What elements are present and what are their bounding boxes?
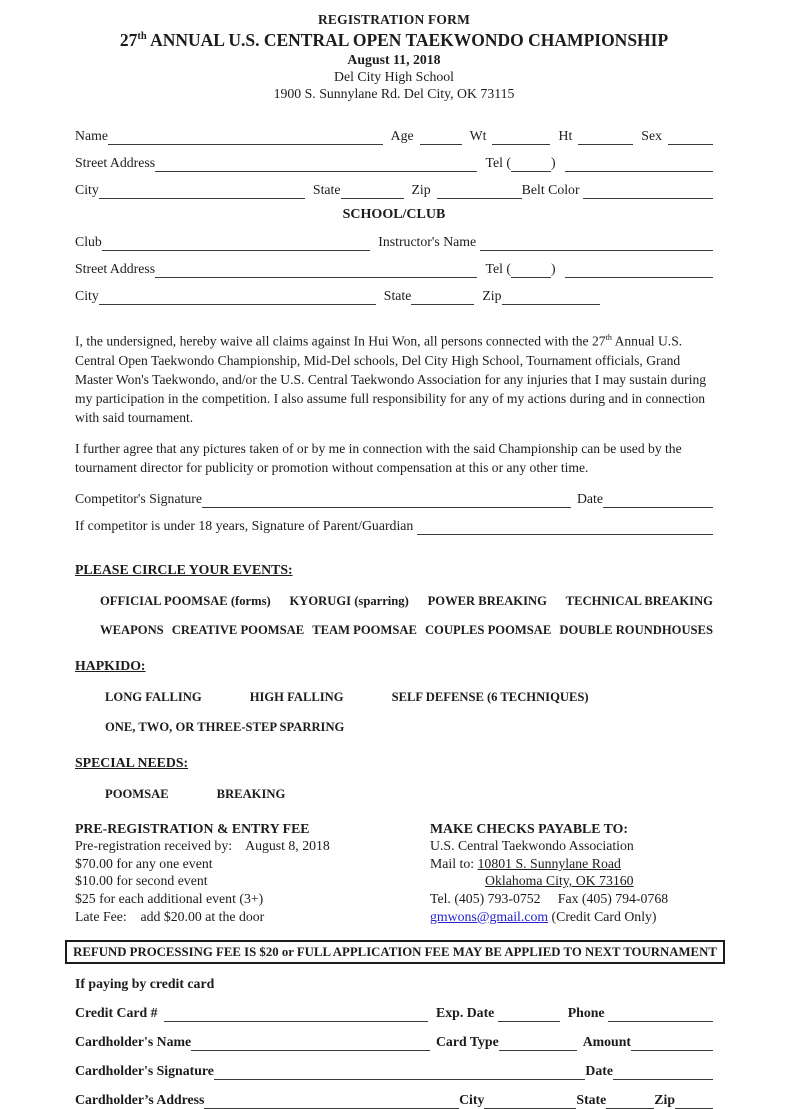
- mail-to-line: [430, 855, 713, 873]
- special-needs-row: [105, 787, 713, 802]
- instructor-label: Instructor's Name: [378, 234, 480, 249]
- special-needs-heading: SPECIAL NEEDS:: [75, 754, 189, 770]
- belt-color-field[interactable]: [583, 185, 713, 199]
- cardholder-signature-row: [75, 1063, 713, 1079]
- club-label: Club: [75, 234, 102, 249]
- hapkido-row-2: [105, 720, 713, 735]
- weight-field[interactable]: [492, 131, 550, 145]
- cc-city-field[interactable]: [484, 1095, 576, 1109]
- school-street-address-field[interactable]: [155, 264, 477, 278]
- form-label: REGISTRATION FORM: [317, 12, 471, 27]
- venue-address: 1900 S. Sunnylane Rd. Del City, OK 73115: [273, 86, 515, 101]
- school-tel-label: Tel (: [485, 261, 511, 276]
- hapkido-high-falling: HIGH FALLING: [249, 689, 344, 704]
- checks-column: [430, 820, 713, 926]
- school-address-row: [75, 261, 713, 277]
- fees-late-fee: Late Fee: add $20.00 at the door: [75, 908, 265, 924]
- cardholder-signature-field[interactable]: [214, 1066, 586, 1080]
- waiver-paragraph-1: [75, 328, 713, 427]
- event-official-poomsae: OFFICIAL POOMSAE (forms): [100, 593, 271, 608]
- event-power-breaking: POWER BREAKING: [427, 593, 547, 608]
- checks-organization: U.S. Central Taekwondo Association: [430, 838, 634, 854]
- state-field[interactable]: [341, 185, 404, 199]
- exp-date-label: Exp. Date: [436, 1005, 498, 1021]
- fees-first-event: $70.00 for any one event: [75, 855, 213, 871]
- event-creative-poomsae: CREATIVE POOMSAE: [171, 622, 305, 637]
- competitor-signature-label: Competitor's Signature: [75, 490, 203, 506]
- events-row-2: [100, 623, 713, 638]
- title-text: ANNUAL U.S. CENTRAL OPEN TAEKWONDO CHAMPIONSHIP: [146, 30, 669, 50]
- weight-label: Wt: [469, 128, 487, 143]
- tel-label: Tel (: [485, 155, 511, 170]
- sex-field[interactable]: [668, 131, 713, 145]
- events-heading: PLEASE CIRCLE YOUR EVENTS:: [75, 561, 293, 577]
- tel-field[interactable]: [565, 158, 713, 172]
- cc-city-label: City: [459, 1092, 485, 1108]
- special-needs-poomsae: POOMSAE: [105, 786, 169, 801]
- tel-close-paren: ): [550, 155, 559, 170]
- competitor-signature-field[interactable]: [202, 494, 571, 508]
- event-couples-poomsae: COUPLES POOMSAE: [424, 622, 552, 637]
- amount-label: Amount: [582, 1034, 631, 1050]
- card-type-label: Card Type: [435, 1034, 499, 1050]
- phone-label: Phone: [567, 1005, 608, 1021]
- credit-card-number-label: Credit Card #: [75, 1005, 165, 1021]
- school-state-field[interactable]: [411, 291, 474, 305]
- email-note: (Credit Card Only): [548, 908, 657, 924]
- event-date: August 11, 2018: [347, 52, 441, 67]
- fees-second-event: $10.00 for second event: [75, 873, 208, 889]
- state-label: State: [312, 182, 341, 197]
- school-city-row: [75, 288, 713, 304]
- fees-heading: PRE-REGISTRATION & ENTRY FEE: [75, 820, 310, 836]
- credit-card-number-row: [75, 1005, 713, 1021]
- cardholder-name-label: Cardholder's Name: [75, 1034, 192, 1050]
- school-city-field[interactable]: [99, 291, 376, 305]
- event-weapons: WEAPONS: [100, 622, 164, 637]
- cardholder-signature-label: Cardholder's Signature: [75, 1063, 214, 1079]
- mail-to-label: Mail to:: [430, 855, 478, 871]
- email-line: [430, 908, 713, 926]
- cardholder-address-label: Cardholder’s Address: [75, 1092, 205, 1108]
- email-link[interactable]: gmwons@gmail.com: [430, 908, 549, 924]
- club-field[interactable]: [102, 237, 370, 251]
- card-type-field[interactable]: [499, 1037, 577, 1051]
- signature-date-label: Date: [576, 490, 603, 506]
- waiver-p1-text-b: Annual U.S. Central Open Taekwondo Championship, Mid-Del schools, Del City High School, Tournament officials, Grand Master Won's Taekwondo, and/or the U.S. Central Taekwondo Association for any injuries that I may sustain during my participation in the competition. I also assume full responsibility for any of my actions during and in connection with said tournament.: [75, 333, 707, 425]
- event-team-poomsae: TEAM POOMSAE: [312, 622, 417, 637]
- refund-notice-box: REFUND PROCESSING FEE IS $20 or FULL APPLICATION FEE MAY BE APPLIED TO NEXT TOURNAMENT: [65, 940, 725, 964]
- instructor-field[interactable]: [480, 237, 713, 251]
- guardian-signature-field[interactable]: [417, 521, 713, 535]
- cardholder-address-field[interactable]: [204, 1095, 459, 1109]
- credit-card-number-field[interactable]: [164, 1008, 428, 1022]
- competitor-signature-row: [75, 491, 713, 507]
- belt-color-label: Belt Color: [521, 182, 583, 197]
- title-number: 27: [119, 30, 138, 50]
- school-club-heading: SCHOOL/CLUB: [342, 207, 446, 222]
- cardholder-name-row: [75, 1034, 713, 1050]
- street-address-field[interactable]: [155, 158, 477, 172]
- event-kyorugi: KYORUGI (sparring): [289, 593, 409, 608]
- cardholder-address-row: [75, 1092, 713, 1108]
- mail-address-city-line: [430, 872, 713, 890]
- waiver-p1-text-a: I, the undersigned, hereby waive all claims against In Hui Won, all persons connected with the 27: [75, 333, 606, 349]
- events-row-1: [100, 594, 713, 609]
- guardian-signature-row: [75, 518, 713, 534]
- school-zip-label: Zip: [482, 288, 502, 303]
- name-field[interactable]: [108, 131, 383, 145]
- age-label: Age: [390, 128, 414, 143]
- exp-date-field[interactable]: [498, 1008, 560, 1022]
- hapkido-self-defense: SELF DEFENSE (6 TECHNIQUES): [391, 689, 589, 704]
- amount-field[interactable]: [631, 1037, 713, 1051]
- street-address-label: Street Address: [75, 155, 156, 170]
- area-code-field[interactable]: [511, 158, 551, 172]
- fees-column: [75, 820, 430, 926]
- hapkido-long-falling: LONG FALLING: [105, 689, 202, 704]
- mail-address-city: Oklahoma City, OK 73160: [485, 873, 634, 889]
- school-state-label: State: [383, 288, 412, 303]
- venue-name: Del City High School: [334, 69, 454, 84]
- cc-state-label: State: [576, 1092, 607, 1108]
- checks-heading: MAKE CHECKS PAYABLE TO:: [430, 820, 628, 836]
- sex-label: Sex: [641, 128, 662, 143]
- height-field[interactable]: [578, 131, 633, 145]
- school-city-label: City: [75, 288, 99, 303]
- city-label: City: [75, 182, 99, 197]
- event-technical-breaking: TECHNICAL BREAKING: [565, 593, 713, 608]
- fees-section: [75, 820, 713, 926]
- competitor-name-row: [75, 128, 713, 144]
- special-needs-breaking: BREAKING: [216, 786, 286, 801]
- hapkido-step-sparring: ONE, TWO, OR THREE-STEP SPARRING: [105, 719, 345, 734]
- club-row: [75, 234, 713, 250]
- school-zip-field[interactable]: [502, 291, 600, 305]
- zip-field[interactable]: [437, 185, 522, 199]
- cc-date-label: Date: [585, 1063, 613, 1079]
- name-label: Name: [75, 128, 108, 143]
- cc-state-field[interactable]: [606, 1095, 654, 1109]
- competitor-city-row: [75, 182, 713, 198]
- phone-field[interactable]: [608, 1008, 713, 1022]
- school-tel-field[interactable]: [565, 264, 713, 278]
- cardholder-name-field[interactable]: [191, 1037, 430, 1051]
- school-street-address-label: Street Address: [75, 261, 156, 276]
- guardian-signature-label: If competitor is under 18 years, Signature of Parent/Guardian: [75, 517, 417, 533]
- waiver-p1-superscript: th: [605, 333, 612, 342]
- fees-deadline: Pre-registration received by: August 8, 2018: [75, 838, 330, 854]
- title-superscript: th: [137, 31, 147, 43]
- waiver-paragraph-2: I further agree that any pictures taken of or by me in connection with the said Championship can be used by the tournament director for publicity or promotion without compensation at this or any other time.: [75, 440, 682, 475]
- zip-label: Zip: [411, 182, 431, 197]
- credit-card-intro: If paying by credit card: [75, 976, 215, 992]
- age-field[interactable]: [420, 131, 462, 145]
- signature-date-field[interactable]: [603, 494, 713, 508]
- school-tel-close-paren: ): [550, 261, 559, 276]
- event-double-roundhouses: DOUBLE ROUNDHOUSES: [559, 622, 713, 637]
- city-field[interactable]: [99, 185, 305, 199]
- mail-address-street: 10801 S. Sunnylane Road: [477, 855, 621, 871]
- hapkido-heading: HAPKIDO:: [75, 657, 146, 673]
- height-label: Ht: [558, 128, 573, 143]
- hapkido-row-1: [105, 690, 713, 705]
- school-area-code-field[interactable]: [511, 264, 551, 278]
- tel-fax-line: Tel. (405) 793-0752 Fax (405) 794-0768: [430, 890, 669, 906]
- competitor-address-row: [75, 155, 713, 171]
- fees-additional-event: $25 for each additional event (3+): [75, 890, 264, 906]
- cc-zip-label: Zip: [654, 1092, 675, 1108]
- cc-zip-field[interactable]: [675, 1095, 713, 1109]
- cc-date-field[interactable]: [613, 1066, 713, 1080]
- page-title: [75, 30, 713, 51]
